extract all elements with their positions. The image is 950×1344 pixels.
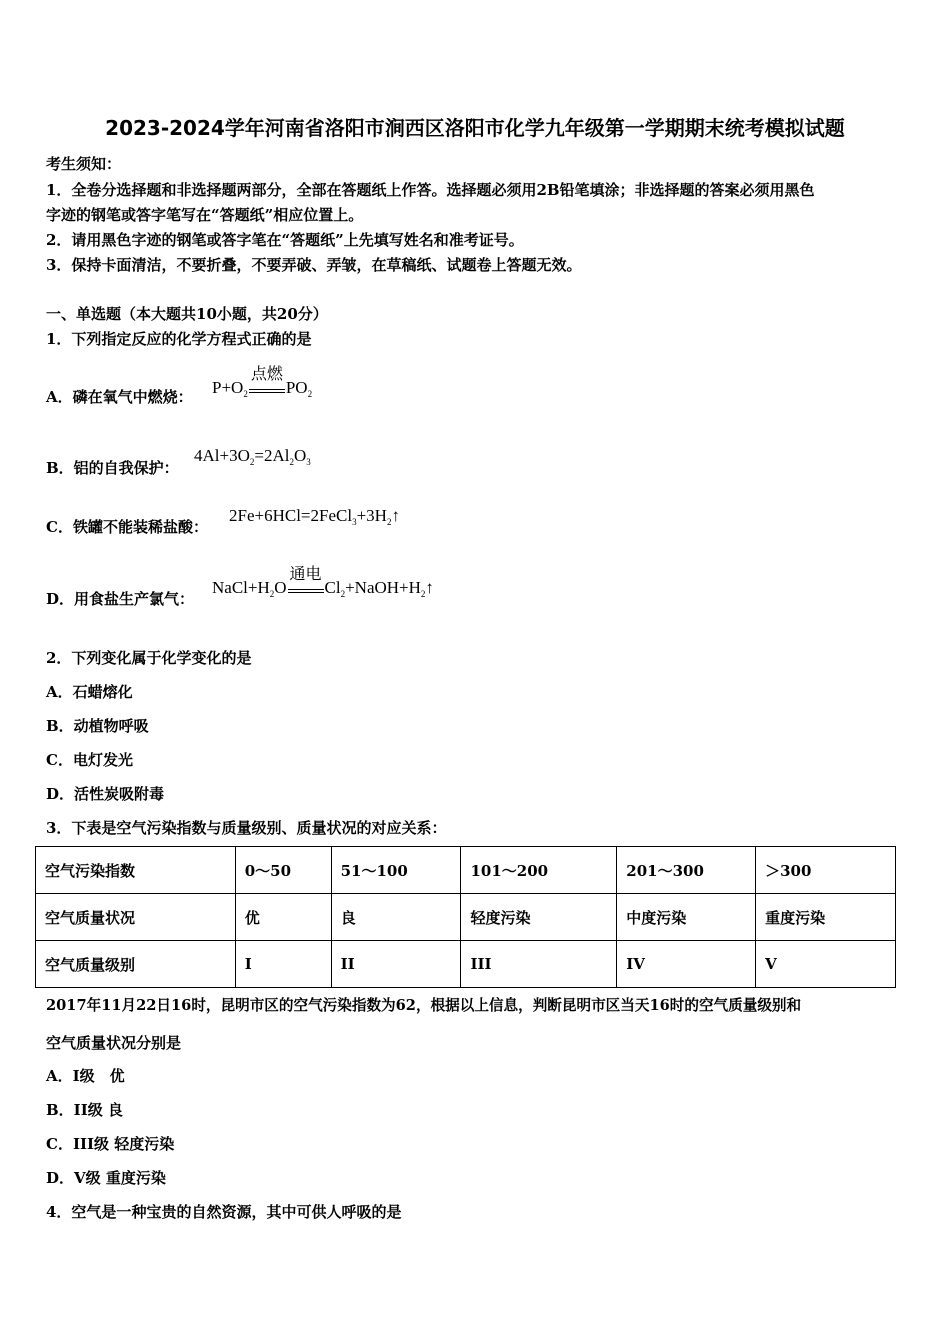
formula-part: P+O [212,378,244,397]
formula-sub: 2 [289,457,294,467]
table-cell: 轻度污染 [461,894,617,941]
q1-option-a-label: A．磷在氧气中燃烧： [46,388,193,406]
condition-text: 通电 [289,566,322,583]
table-cell: 101～200 [461,847,617,894]
q3-option-d: D．V级 重度污染 [46,1169,166,1187]
q1-option-b-equation [194,446,311,467]
formula-part: 4Al+3O [194,446,250,465]
q2-option-a: A．石蜡熔化 [46,683,133,701]
formula-sub: 2 [243,389,248,399]
notice-item-1: 1．全卷分选择题和非选择题两部分，全部在答题纸上作答。选择题必须用2B铅笔填涂；非选择题的答案必须用黑色 [46,181,815,199]
table-cell: 良 [331,894,461,941]
reaction-condition [288,566,324,593]
notice-heading: 考生须知： [46,155,122,173]
q1-option-d-label: D．用食盐生产氯气： [46,590,195,608]
formula-part: O [293,446,307,465]
table-cell: 空气质量状况 [36,894,236,941]
q1-option-b-label: B．铝的自我保护： [46,459,179,477]
formula-sub: 3 [306,457,311,467]
q1-option-c-equation [229,506,400,527]
formula-sub: 2 [386,517,392,527]
q3-text-cont: 空气质量状况分别是 [46,1034,182,1052]
table-cell: 中度污染 [617,894,756,941]
formula-sub: 2 [269,589,275,599]
table-cell: III [461,941,617,988]
aqi-table [35,846,896,988]
q3-stem: 3．下表是空气污染指数与质量级别、质量状况的对应关系： [46,819,447,837]
table-cell: 重度污染 [756,894,896,941]
table-cell: 201～300 [617,847,756,894]
formula-sub: 3 [352,517,357,527]
table-cell: I [235,941,331,988]
table-cell: 空气质量级别 [36,941,236,988]
double-bar [249,389,285,393]
formula-sub: 2 [340,589,346,599]
formula-part: Cl [324,578,341,597]
q2-stem: 2．下列变化属于化学变化的是 [46,649,252,667]
formula-sub: 2 [420,589,426,599]
q2-option-b: B．动植物呼吸 [46,717,149,735]
table-cell: 0～50 [235,847,331,894]
formula-part: O [274,578,287,597]
condition-text: 点燃 [250,366,283,383]
formula-part: NaCl+H [212,578,270,597]
q3-option-c: C．III级 轻度污染 [46,1135,175,1153]
double-bar [288,589,324,593]
q3-option-a: A．I级 优 [46,1067,125,1085]
q3-text: 2017年11月22日16时，昆明市区的空气污染指数为62，根据以上信息，判断昆明市区当天16时的空气质量级别和 [46,997,802,1014]
formula-part: 2Fe+6HCl=2FeCl [229,506,353,525]
q1-option-a-equation [212,366,313,399]
q1-stem: 1．下列指定反应的化学方程式正确的是 [46,330,312,348]
formula-sub: 2 [307,389,313,399]
q2-option-c: C．电灯发光 [46,751,133,769]
formula-part: +3H [356,506,387,525]
formula-part: ↑ [425,578,434,597]
section-heading: 一、单选题（本大题共10小题，共20分） [46,305,328,323]
table-row [36,847,896,894]
table-cell: 优 [235,894,331,941]
formula-part: PO [285,378,308,397]
q4-stem: 4．空气是一种宝贵的自然资源，其中可供人呼吸的是 [46,1203,402,1221]
q3-option-b: B．II级 良 [46,1101,123,1119]
notice-item-2: 2．请用黑色字迹的钢笔或答字笔在“答题纸”上先填写姓名和准考证号。 [46,231,524,249]
table-cell: IV [617,941,756,988]
table-cell: 51～100 [331,847,461,894]
table-cell: II [331,941,461,988]
page-title: 2023-2024学年河南省洛阳市涧西区洛阳市化学九年级第一学期期末统考模拟试题 [105,116,845,140]
formula-part: +NaOH+H [345,578,421,597]
formula-part: ↑ [391,506,400,525]
formula-sub: 2 [249,457,255,467]
table-cell: 空气污染指数 [36,847,236,894]
q1-option-c-label: C．铁罐不能装稀盐酸： [46,518,208,536]
table-cell: V [756,941,896,988]
notice-item-1-cont: 字迹的钢笔或答字笔写在“答题纸”相应位置上。 [46,206,364,224]
q2-option-d: D．活性炭吸附毒 [46,785,165,803]
table-row [36,941,896,988]
notice-item-3: 3．保持卡面清洁，不要折叠，不要弄破、弄皱，在草稿纸、试题卷上答题无效。 [46,256,582,274]
table-row [36,894,896,941]
q1-option-d-equation [212,566,434,599]
reaction-condition [249,366,285,393]
table-cell: ＞300 [756,847,896,894]
formula-part: =2Al [254,446,290,465]
